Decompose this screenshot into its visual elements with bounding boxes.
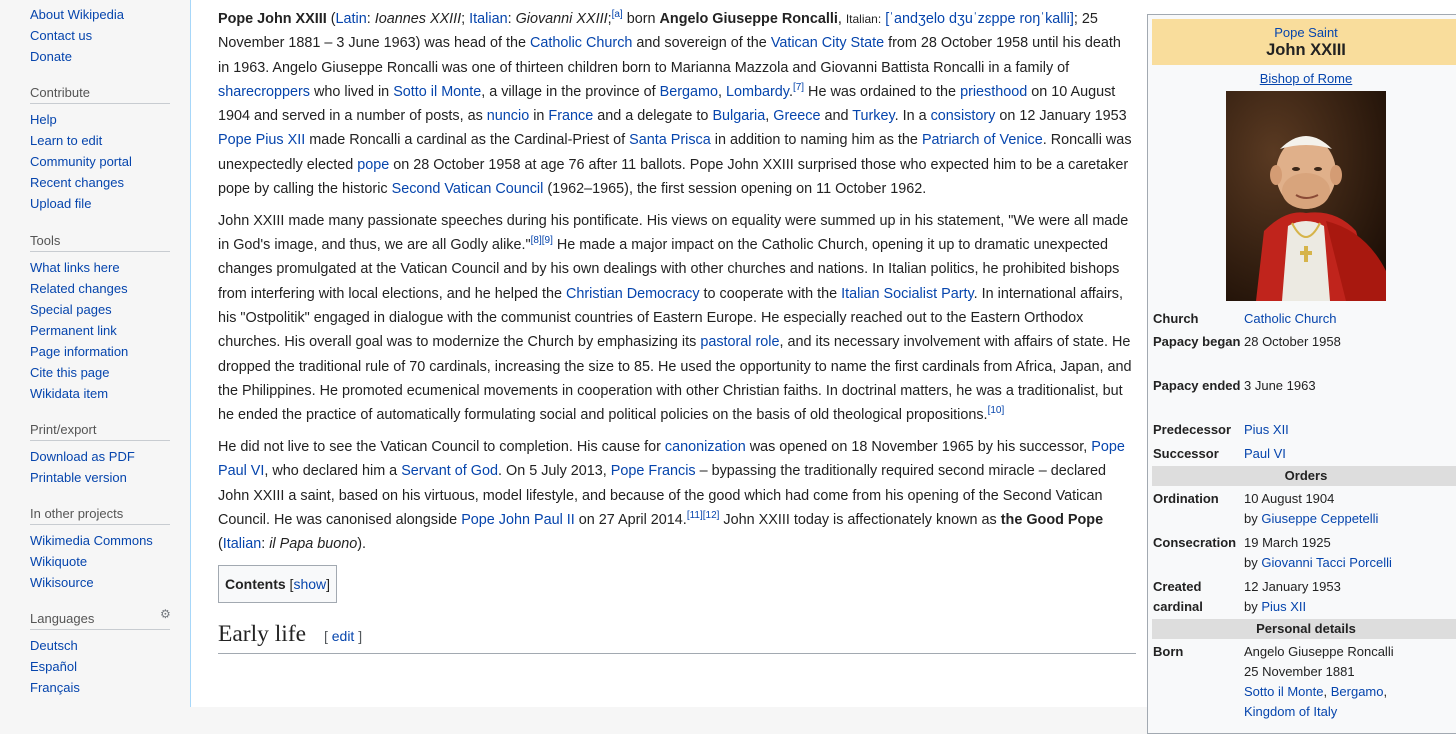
link-sharecroppers[interactable]: sharecroppers [218, 83, 310, 100]
sidebar-link-recent-changes[interactable]: Recent changes [30, 175, 124, 190]
infobox-subtitle: Pope Saint [1274, 25, 1338, 40]
contribute-heading: Contribute [30, 85, 170, 104]
sidebar-link-permanent-link[interactable]: Permanent link [30, 323, 117, 338]
link-italian[interactable]: Italian [469, 11, 508, 27]
infobox-row-papacy-ended [1153, 376, 1456, 416]
created-cardinal-by-label: by [1244, 599, 1258, 614]
lead-paragraph-1: Pope John XXIII (Latin: Ioannes XXIII; Italian: Giovanni XXIII;[a] born Angelo Giuseppe Roncalli, Italian: [ˈandʒelo dʒuˈzɛppe roŋˈkalli]; 25 November 1881 – 3 June 1963) was head of the Catholic Church and sovereign of the Vatican City State from 28 October 1958 until his death in 1963. Angelo Giuseppe Roncalli was one of thirteen children born to Marianna Mazzola and Giovanni Battista Roncalli in a family of sharecroppers who lived in Sotto il Monte, a village in the province of Bergamo, Lombardy.[7] He was ordained to the priesthood on 10 August 1904 and served in a number of posts, as nuncio in France and a delegate to Bulgaria, Greece and Turkey. In a consistory on 12 January 1953 Pope Pius XII made Roncalli a cardinal as the Cardinal-Priest of Santa Prisca in addition to naming him as the Patriarch of Venice. Roncalli was unexpectedly elected pope on 28 October 1958 at age 76 after 11 ballots. Pope John XXIII surprised those who expected him to be a caretaker pope by calling the historic Second Vatican Council (1962–1965), the first session opening on 11 October 1962. [218, 9, 1132, 198]
successor-link[interactable]: Paul VI [1244, 446, 1286, 461]
sidebar-link-about[interactable]: About Wikipedia [30, 7, 124, 22]
print-heading: Print/export [30, 422, 170, 441]
predecessor-link[interactable]: Pius XII [1244, 422, 1289, 437]
section-heading-early-life: Early life [ edit ] [218, 617, 1136, 654]
infobox-row-church [1153, 309, 1456, 329]
languages-heading: Languages [30, 611, 170, 630]
sidebar-link-printable-version[interactable]: Printable version [30, 470, 127, 485]
consecration-label: Consecration [1153, 535, 1237, 550]
papacy-ended-value: 3 June 1963 [1244, 378, 1316, 393]
link-priesthood[interactable]: priesthood [960, 83, 1028, 100]
link-turkey[interactable]: Turkey [852, 108, 895, 125]
toc-show-toggle[interactable]: show [293, 576, 327, 593]
link-paul-vi[interactable]: Pope Paul VI [218, 439, 1125, 480]
consecration-by-label: by [1244, 555, 1258, 570]
sidebar-link-francais[interactable]: Français [30, 680, 80, 695]
link-pius-xii[interactable]: Pope Pius XII [218, 132, 306, 149]
footnote-10[interactable]: [10] [987, 405, 1005, 417]
consecration-date: 19 March 1925 [1244, 535, 1331, 550]
footnote-11[interactable]: [11] [686, 509, 703, 521]
successor-label: Successor [1153, 446, 1219, 461]
link-bergamo[interactable]: Bergamo [659, 83, 718, 100]
ordination-by-link[interactable]: Giuseppe Ceppetelli [1261, 511, 1379, 526]
footnote-8[interactable]: [8] [530, 235, 542, 247]
sidebar-link-wikimedia-commons[interactable]: Wikimedia Commons [30, 533, 153, 548]
link-italian-socialist-party[interactable]: Italian Socialist Party [841, 285, 974, 302]
footnote-7[interactable]: [7] [792, 81, 805, 93]
gear-icon[interactable]: ⚙ [160, 607, 171, 621]
ordination-label: Ordination [1153, 491, 1219, 506]
print-portal [0, 422, 170, 488]
section-title: Early life [218, 621, 307, 648]
sidebar-link-wikisource[interactable]: Wikisource [30, 575, 94, 590]
link-consistory[interactable]: consistory [930, 108, 996, 125]
papacy-began-label: Papacy began [1153, 334, 1241, 349]
personal-details-header: Personal details [1152, 619, 1456, 639]
portrait-image[interactable] [1226, 91, 1386, 301]
sidebar-link-espanol[interactable]: Español [30, 659, 77, 674]
portrait-illustration [1226, 91, 1386, 301]
born-label: Born [1153, 644, 1184, 659]
link-pope-francis[interactable]: Pope Francis [610, 463, 696, 480]
link-ipa[interactable]: [ˈandʒelo dʒuˈzɛppe roŋˈkalli] [885, 11, 1074, 27]
tools-portal [0, 233, 170, 404]
lead-paragraph-3: He did not live to see the Vatican Council to completion. His cause for canonization was opened on 18 November 1965 by his successor, Pope Paul VI, who declared him a Servant of God. On 5 July 2013, Pope Francis – bypassing the traditionally required second miracle – declared John XXIII a saint, based on his virtuous, model lifestyle, and because of the good which had come from his opening of the Second Vatican Council. He was canonised alongside Pope John Paul II on 27 April 2014.[11][12] John XXIII today is affectionately known as the Good Pope (Italian: il Papa buono). [218, 439, 1125, 553]
sidebar-link-related-changes[interactable]: Related changes [30, 281, 128, 296]
sidebar-link-what-links-here[interactable]: What links here [30, 260, 120, 275]
church-value-link[interactable]: Catholic Church [1244, 311, 1337, 326]
created-cardinal-by-link[interactable]: Pius XII [1261, 599, 1307, 614]
sidebar-link-wikiquote[interactable]: Wikiquote [30, 554, 88, 569]
sidebar-link-upload-file[interactable]: Upload file [30, 196, 92, 211]
link-vatican-city[interactable]: Vatican City State [770, 35, 885, 52]
sidebar-link-special-pages[interactable]: Special pages [30, 302, 112, 317]
link-lombardy[interactable]: Lombardy [726, 83, 789, 100]
sidebar [0, 0, 190, 707]
sidebar-link-help[interactable]: Help [30, 112, 57, 127]
link-greece[interactable]: Greece [773, 108, 821, 125]
ordination-date: 10 August 1904 [1244, 491, 1335, 506]
footnote-12[interactable]: [12] [702, 509, 720, 521]
link-canonization[interactable]: canonization [664, 439, 746, 456]
link-pastoral-role[interactable]: pastoral role [700, 334, 780, 351]
lead-paragraph-2: John XXIII made many passionate speeches during his pontificate. His views on equality were summed up in his statement, "We were all made in God's image, and thus, we are all Godly alike."[8][9] He made a major impact on the Catholic Church, opening it up to dramatic unexpected changes promulgated at the Vatican Council and by his own dealings with other churches and nations. In Italian politics, he prohibited bishops from interfering with local elections, and he helped the Christian Democracy to cooperate with the Italian Socialist Party. In international affairs, his "Ostpolitik" engaged in dialogue with the communist countries of Eastern Europe. He especially reached out to the Eastern Orthodox churches. His overall goal was to modernize the Church by emphasizing its pastoral role, and its necessary involvement with affairs of state. He dropped the traditional rule of 70 cardinals, increasing the size to 85. He used the opportunity to name the first cardinals from Africa, Japan, and the Philippines. He promoted ecumenical movements in cooperation with other Christian faiths. In doctrinal matters, he was a traditionalist, but he ended the practice of automatically formulating social and political policies on the basis of old theological propositions.[10] [218, 212, 1132, 424]
created-cardinal-date: 12 January 1953 [1244, 579, 1341, 594]
infobox-row-consecration [1153, 533, 1456, 573]
consecration-by-link[interactable]: Giovanni Tacci Porcelli [1261, 555, 1392, 570]
projects-portal [0, 506, 170, 593]
link-sotto-il-monte[interactable]: Sotto il Monte [393, 83, 482, 100]
table-of-contents: Contents [show] [218, 565, 337, 603]
contribute-portal [0, 85, 170, 214]
predecessor-label: Predecessor [1153, 422, 1232, 437]
link-bulgaria[interactable]: Bulgaria [712, 108, 766, 125]
link-santa-prisca[interactable]: Santa Prisca [629, 132, 711, 149]
link-italian-2[interactable]: Italian [222, 536, 262, 553]
article-body [218, 0, 1136, 654]
sidebar-link-wikidata-item[interactable]: Wikidata item [30, 386, 109, 401]
infobox-role-link[interactable]: Bishop of Rome [1259, 71, 1353, 86]
papacy-began-value: 28 October 1958 [1244, 334, 1341, 349]
born-place-link-1[interactable]: Sotto il Monte [1244, 684, 1324, 699]
nav-portal [30, 4, 124, 67]
projects-heading: In other projects [30, 506, 170, 525]
infobox-row-created-cardinal [1153, 577, 1456, 617]
sidebar-link-community-portal[interactable]: Community portal [30, 154, 132, 169]
toc-title: Contents [225, 576, 286, 593]
infobox-row-predecessor [1153, 420, 1456, 440]
infobox-header [1152, 19, 1456, 65]
link-catholic-church[interactable]: Catholic Church [530, 35, 633, 52]
born-name: Angelo Giuseppe Roncalli [1244, 644, 1394, 659]
infobox-title: John XXIII [1266, 41, 1346, 59]
church-label: Church [1153, 311, 1199, 326]
infobox-row-born: Born Angelo Giuseppe Roncalli 25 November 1881 Sotto il Monte, Bergamo, Kingdom of Italy [1153, 642, 1456, 722]
footnote-9[interactable]: [9] [541, 235, 553, 247]
link-nuncio[interactable]: nuncio [486, 108, 530, 125]
sidebar-link-deutsch[interactable]: Deutsch [30, 638, 78, 653]
sidebar-link-donate[interactable]: Donate [30, 49, 72, 64]
infobox [1147, 14, 1456, 734]
born-place-link-3[interactable]: Kingdom of Italy [1244, 704, 1338, 719]
footnote-a[interactable]: [a] [611, 9, 623, 20]
link-second-vatican-council[interactable]: Second Vatican Council [391, 181, 544, 198]
sidebar-link-download-pdf[interactable]: Download as PDF [30, 449, 135, 464]
tools-heading: Tools [30, 233, 170, 252]
link-france[interactable]: France [548, 108, 594, 125]
born-date: 25 November 1881 [1244, 664, 1355, 679]
languages-portal [0, 607, 190, 698]
link-patriarch-venice[interactable]: Patriarch of Venice [921, 132, 1043, 149]
born-place-link-2[interactable]: Bergamo [1330, 684, 1384, 699]
link-christian-democracy[interactable]: Christian Democracy [565, 285, 700, 302]
infobox-row-papacy-began [1153, 332, 1456, 372]
created-cardinal-label: Created cardinal [1153, 579, 1203, 614]
section-edit-link[interactable]: edit [331, 628, 355, 645]
infobox-row-ordination [1153, 489, 1456, 529]
link-latin[interactable]: Latin [335, 11, 367, 27]
link-john-paul-ii[interactable]: Pope John Paul II [461, 511, 575, 528]
sidebar-link-page-information[interactable]: Page information [30, 344, 129, 359]
sidebar-link-learn-to-edit[interactable]: Learn to edit [30, 133, 103, 148]
papacy-ended-label: Papacy ended [1153, 378, 1241, 393]
sidebar-link-contact[interactable]: Contact us [30, 28, 93, 43]
sidebar-link-cite-this-page[interactable]: Cite this page [30, 365, 110, 380]
ordination-by-label: by [1244, 511, 1258, 526]
content-area [190, 0, 1456, 719]
orders-header: Orders [1152, 466, 1456, 486]
infobox-row-successor [1153, 444, 1456, 464]
link-servant-of-god[interactable]: Servant of God [401, 463, 498, 480]
link-pope[interactable]: pope [357, 156, 390, 173]
